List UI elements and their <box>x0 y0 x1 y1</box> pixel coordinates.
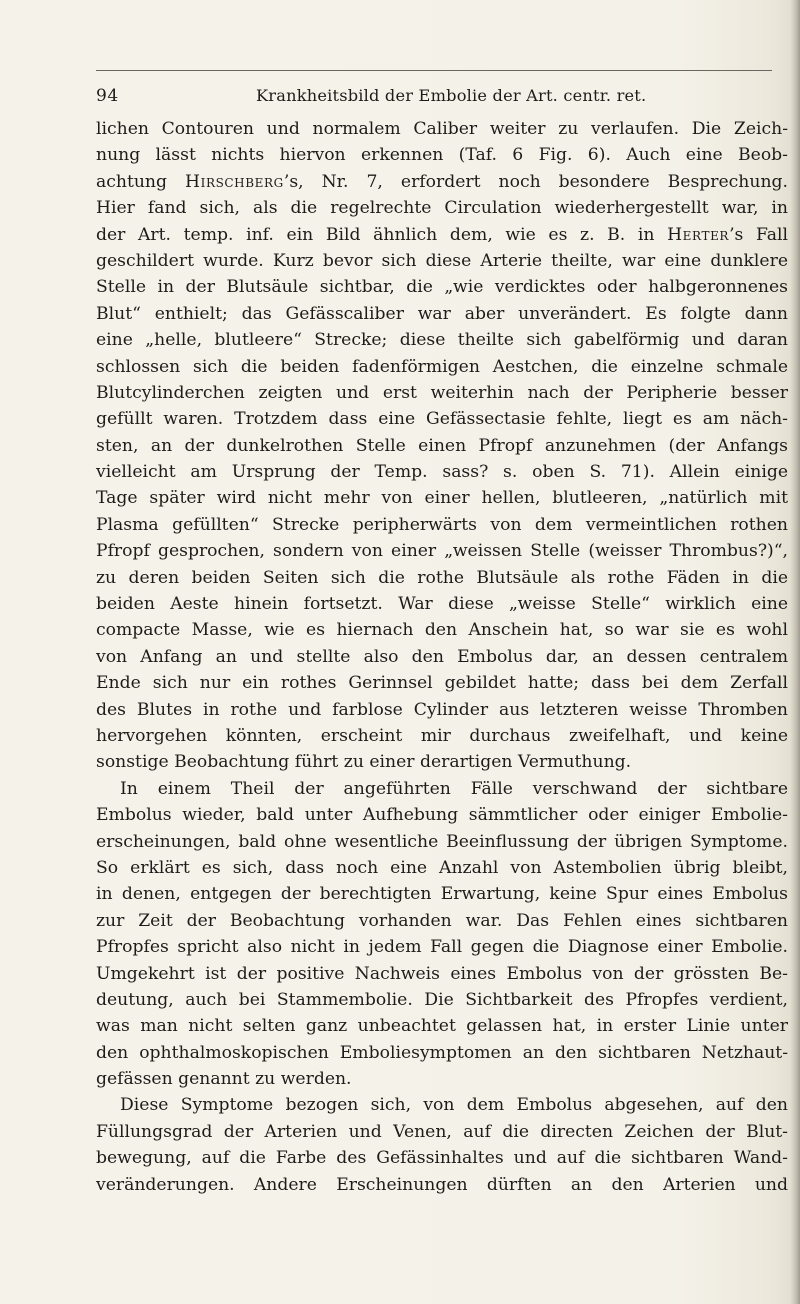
text-line: eine „helle, blutleere“ Strecke; diese theilte sich gabelförmig und daran <box>96 330 788 351</box>
text-segment: ’s Fall <box>729 224 788 245</box>
text-line: schlossen sich die beiden fadenförmigen Aestchen, die einzelne schmale <box>96 356 788 377</box>
text-line: Füllungsgrad der Arterien und Venen, auf die directen Zeichen der Blut- <box>96 1121 788 1142</box>
text-line: Blutcylinderchen zeigten und erst weiterhin nach der Peripherie besser <box>96 382 788 403</box>
page-edge-shadow <box>790 0 800 1304</box>
text-line: Umgekehrt ist der positive Nachweis eines Embolus von der grössten Be- <box>96 963 788 984</box>
author-name: Herter <box>667 224 730 245</box>
text-line: Stelle in der Blutsäule sichtbar, die „wie verdicktes oder halbgeronnenes <box>96 277 788 298</box>
text-line: Plasma gefüllten“ Strecke peripherwärts von dem vermeintlichen rothen <box>96 514 788 535</box>
text-line: deutung, auch bei Stammembolie. Die Sichtbarkeit des Pfropfes verdient, <box>96 989 788 1010</box>
text-line: geschildert wurde. Kurz bevor sich diese Arterie theilte, war eine dunklere <box>96 250 788 271</box>
text-line: sten, an der dunkelrothen Stelle einen Pfropf anzunehmen (der Anfangs <box>96 435 788 456</box>
text-line: was man nicht selten ganz unbeachtet gelassen hat, in erster Linie unter <box>96 1016 788 1037</box>
page-header <box>96 86 786 110</box>
author-name: Hirschberg <box>185 171 284 192</box>
text-line: zu deren beiden Seiten sich die rothe Blutsäule als rothe Fäden in die <box>96 567 788 588</box>
page-number: 94 <box>96 86 119 106</box>
text-line: des Blutes in rothe und farblose Cylinder aus letzteren weisse Thromben <box>96 699 788 720</box>
text-line: gefüllt waren. Trotzdem dass eine Gefässectasie fehlte, liegt es am näch- <box>96 409 788 430</box>
text-line: zur Zeit der Beobachtung vorhanden war. Das Fehlen eines sichtbaren <box>96 910 788 931</box>
header-rule <box>96 70 772 71</box>
text-line: erscheinungen, bald ohne wesentliche Beeinflussung der übrigen Symptome. <box>96 831 788 852</box>
text-line: den ophthalmoskopischen Emboliesymptomen an den sichtbaren Netzhaut- <box>96 1042 788 1063</box>
text-line: In einem Theil der angeführten Fälle verschwand der sichtbare <box>120 778 788 799</box>
text-line: hervorgehen könnten, erscheint mir durchaus zweifelhaft, und keine <box>96 725 788 746</box>
text-line: nung lässt nichts hiervon erkennen (Taf. 6 Fig. 6). Auch eine Beob- <box>96 145 788 166</box>
text-segment: achtung <box>96 171 186 192</box>
text-line: von Anfang an und stellte also den Embolus dar, an dessen centralem <box>96 646 788 667</box>
text-line: Blut“ enthielt; das Gefässcaliber war aber unverändert. Es folgte dann <box>96 303 788 324</box>
text-line: bewegung, auf die Farbe des Gefässinhaltes und auf die sichtbaren Wand- <box>96 1148 788 1169</box>
text-line: Tage später wird nicht mehr von einer hellen, blutleeren, „natürlich mit <box>96 488 788 509</box>
text-line: in denen, entgegen der berechtigten Erwartung, keine Spur eines Embolus <box>96 884 788 905</box>
body-text <box>96 116 788 1198</box>
text-line: beiden Aeste hinein fortsetzt. War diese „weisse Stelle“ wirklich eine <box>96 594 788 615</box>
text-segment: der Art. temp. inf. ein Bild ähnlich dem, wie es z. B. in <box>96 224 668 245</box>
text-line: lichen Contouren und normalem Caliber weiter zu verlaufen. Die Zeich- <box>96 119 788 139</box>
text-line: Pfropf gesprochen, sondern von einer „weissen Stelle (weisser Thrombus?)“, <box>96 541 788 562</box>
text-line: Ende sich nur ein rothes Gerinnsel gebildet hatte; dass bei dem Zerfall <box>96 673 788 694</box>
running-title: Krankheitsbild der Embolie der Art. centr. ret. <box>256 86 647 105</box>
text-line: So erklärt es sich, dass noch eine Anzahl von Astembolien übrig bleibt, <box>96 857 788 878</box>
text-line: gefässen genannt zu werden. <box>96 1069 352 1090</box>
text-line: vielleicht am Ursprung der Temp. sass? s. oben S. 71). Allein einige <box>96 462 788 483</box>
text-line: veränderungen. Andere Erscheinungen dürften an den Arterien und <box>96 1174 788 1195</box>
text-line <box>96 222 788 248</box>
text-line <box>96 169 788 195</box>
text-line: Pfropfes spricht also nicht in jedem Fall gegen die Diagnose einer Embolie. <box>96 937 788 958</box>
text-segment: ’s, Nr. 7, erfordert noch besondere Besprechung. <box>283 171 788 192</box>
text-line: compacte Masse, wie es hiernach den Anschein hat, so war sie es wohl <box>96 620 788 641</box>
text-line: Hier fand sich, als die regelrechte Circulation wiederhergestellt war, in <box>96 198 788 219</box>
text-line: Diese Symptome bezogen sich, von dem Embolus abgesehen, auf den <box>120 1095 788 1116</box>
text-line: sonstige Beobachtung führt zu einer derartigen Vermuthung. <box>96 752 632 773</box>
text-line: Embolus wieder, bald unter Aufhebung sämmtlicher oder einiger Embolie- <box>96 805 788 826</box>
